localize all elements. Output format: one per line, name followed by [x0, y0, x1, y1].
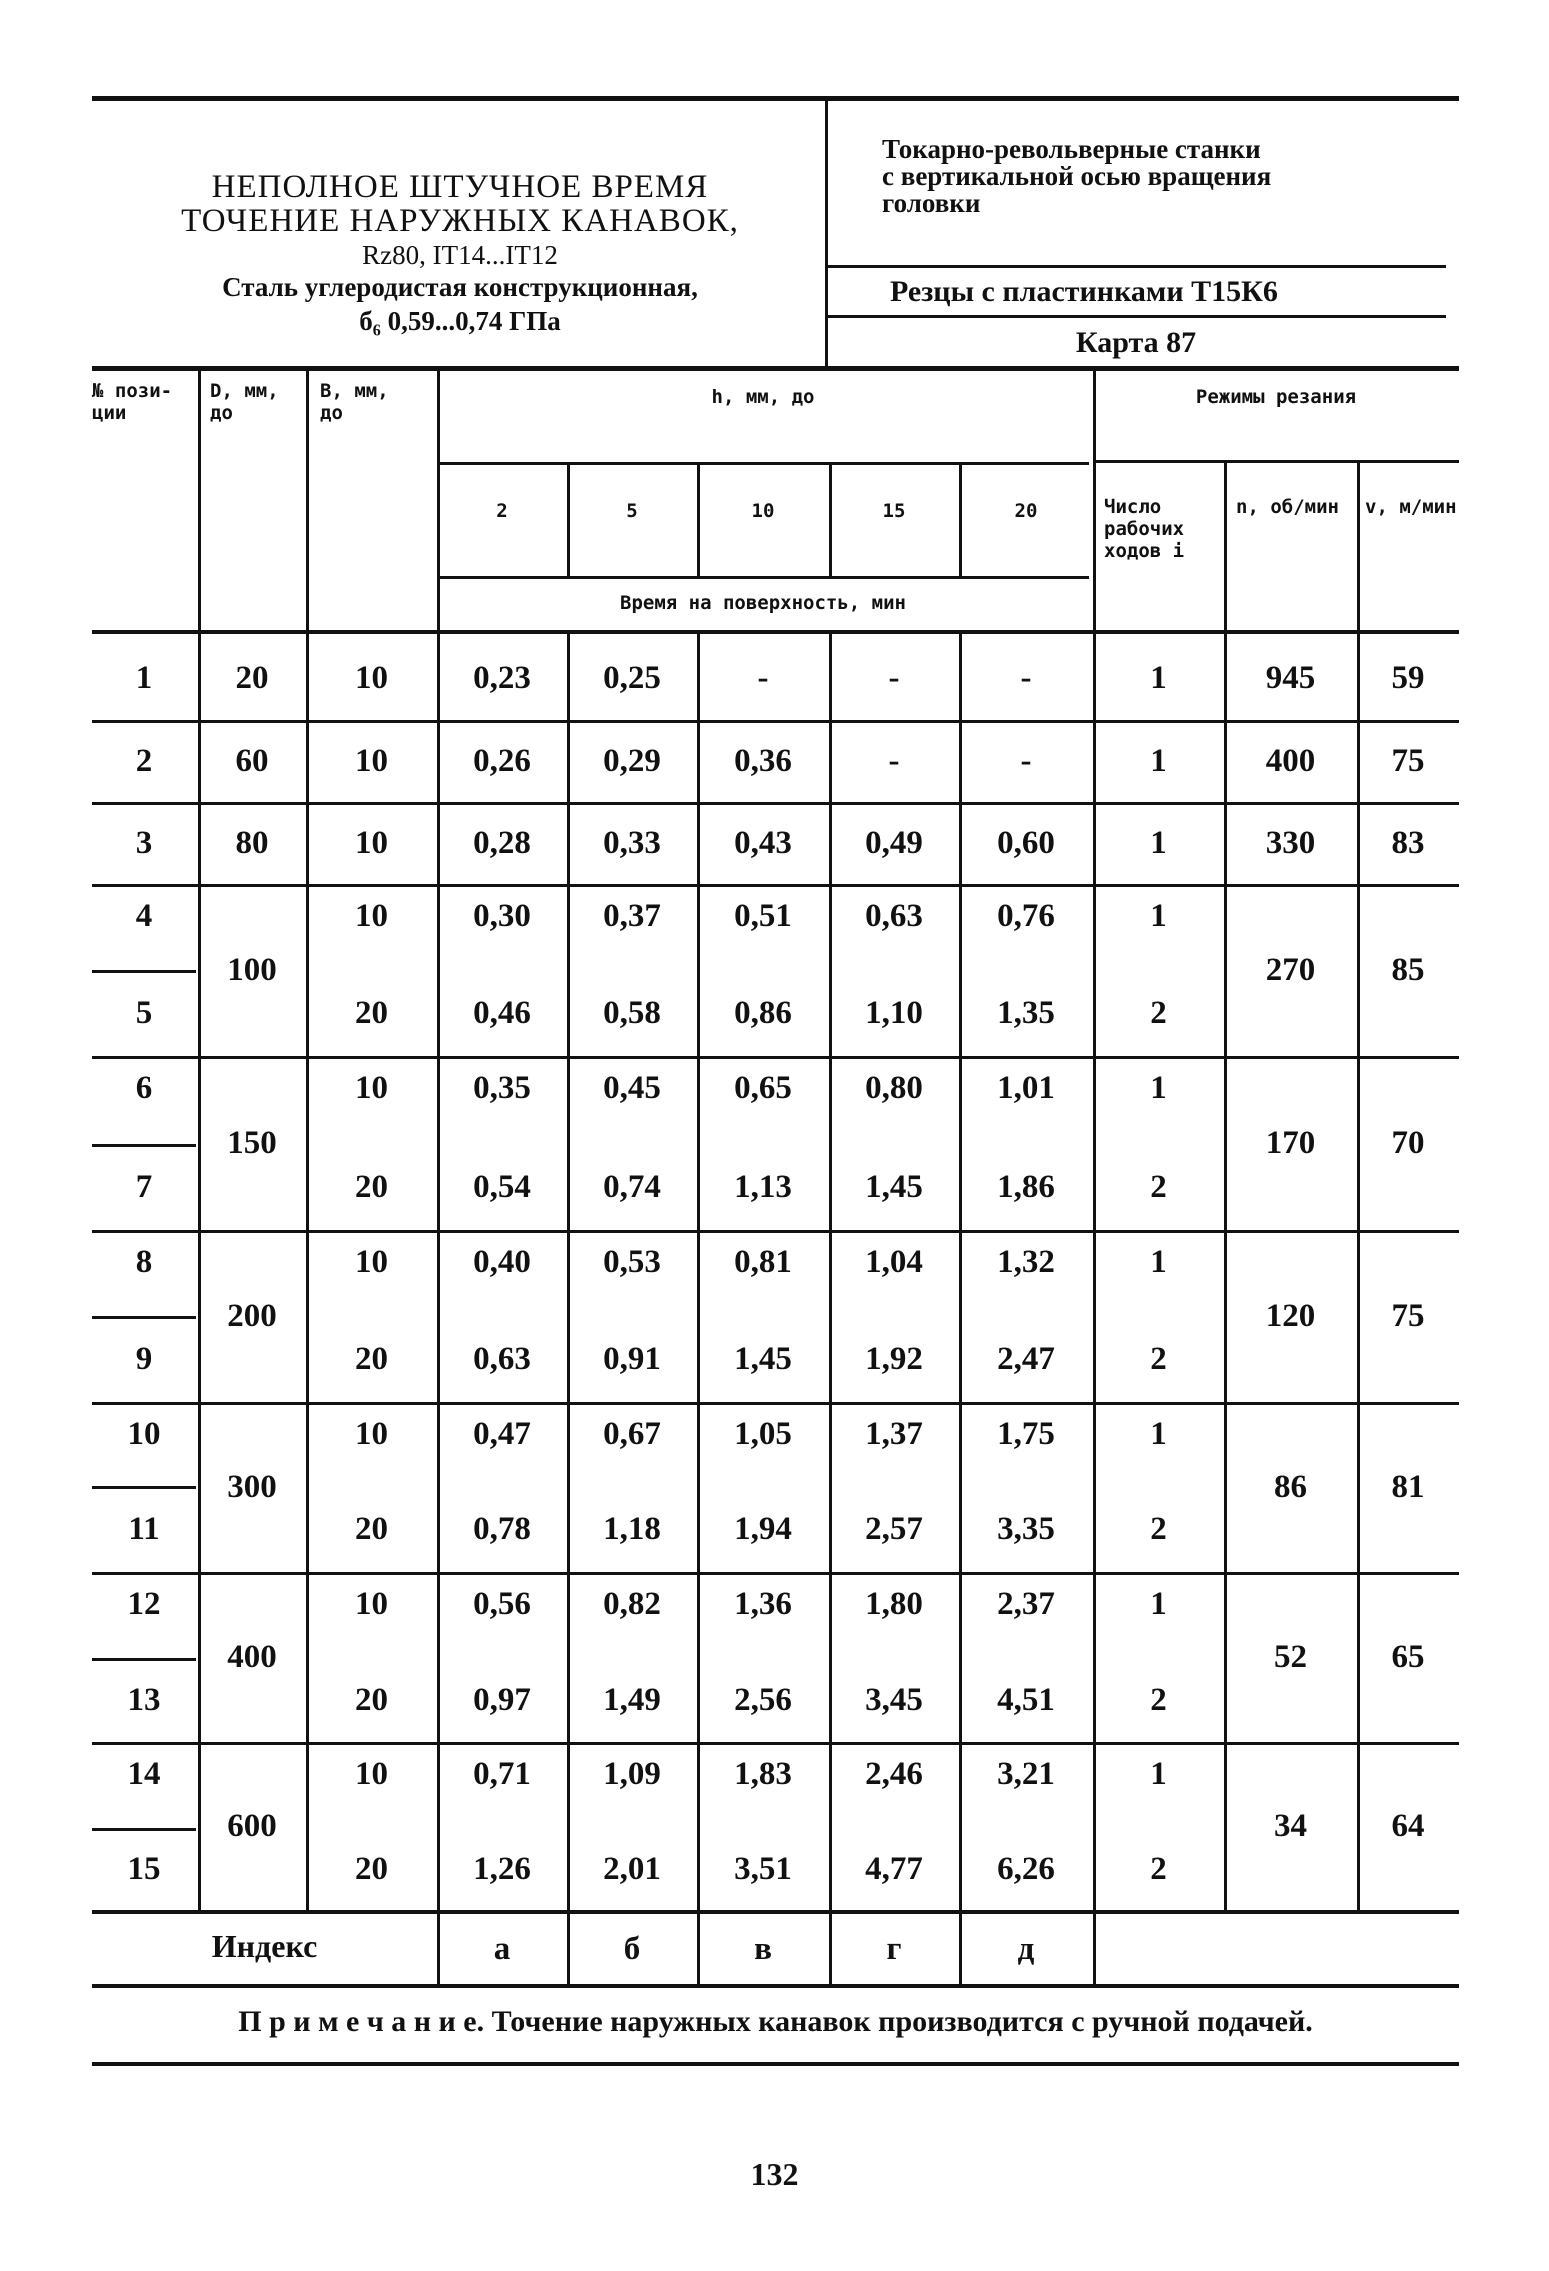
passes-row-6: 1: [1150, 1070, 1167, 1106]
time-row-12-h15: 1,80: [865, 1586, 923, 1622]
diameter-100: 100: [227, 951, 277, 988]
time-row-3-h5: 0,33: [603, 824, 661, 861]
width-row-4: 10: [355, 898, 388, 934]
title-line-3: Rz80, IT14...IT12: [362, 240, 558, 270]
diameter-150: 150: [227, 1124, 277, 1161]
b-col-header: B, мм, до: [320, 380, 389, 424]
passes-row-15: 2: [1150, 1850, 1167, 1887]
h-value-20: 20: [1014, 500, 1038, 522]
width-row-5: 20: [355, 994, 388, 1031]
time-row-9-h2: 0,63: [473, 1340, 531, 1377]
pos-6: 6: [135, 1070, 153, 1106]
rpm-270: 270: [1265, 951, 1316, 988]
header-bottom-rule: [92, 630, 1459, 634]
diameter-300: 300: [227, 1468, 277, 1505]
time-row-14-h10: 1,83: [734, 1756, 792, 1792]
speed-81: 81: [1391, 1468, 1425, 1505]
h-subheader-rule: [437, 462, 1089, 465]
pos-1: 1: [135, 659, 153, 696]
time-row-11-h5: 1,18: [603, 1510, 661, 1547]
pos-7: 7: [135, 1168, 153, 1205]
time-row-4-h2: 0,30: [473, 898, 531, 934]
time-row-6-h15: 0,80: [865, 1070, 923, 1106]
index-label: Индекс: [211, 1927, 318, 1964]
card-number: Карта 87: [1075, 326, 1197, 359]
time-row-8-h15: 1,04: [865, 1244, 923, 1280]
note-text: Точение наружных канавок производится с ручной подачей.: [491, 2005, 1313, 2038]
passes-row-7: 2: [1150, 1168, 1167, 1205]
time-row-15-h2: 1,26: [473, 1850, 531, 1887]
time-row-4-h10: 0,51: [734, 898, 792, 934]
b-col-line-header: [306, 370, 309, 632]
time-row-10-h15: 1,37: [865, 1416, 923, 1452]
rpm-170: 170: [1265, 1124, 1316, 1161]
rpm-86: 86: [1274, 1468, 1307, 1505]
speed-85: 85: [1391, 951, 1425, 988]
time-row-8-h2: 0,40: [473, 1244, 531, 1280]
material-spec: [140, 270, 780, 338]
rpm-34: 34: [1274, 1807, 1307, 1844]
passes-header: Число рабочих ходов i: [1104, 496, 1185, 562]
time-row-11-h2: 0,78: [473, 1510, 531, 1547]
passes-row-13: 2: [1150, 1681, 1167, 1718]
pos-8: 8: [135, 1244, 153, 1280]
time-row-11-h10: 1,94: [734, 1510, 792, 1547]
index-б: б: [623, 1930, 641, 1967]
d-col-header: D, мм, до: [210, 380, 279, 424]
material-line-1: Сталь углеродистая конструкционная,: [222, 272, 698, 302]
time-row-15-h20: 6,26: [997, 1850, 1055, 1887]
pos-2: 2: [135, 742, 153, 779]
time-row-6-h10: 0,65: [734, 1070, 792, 1106]
rpm-52: 52: [1274, 1638, 1307, 1675]
time-row-1-h5: 0,25: [603, 659, 661, 696]
passes-row-5: 2: [1150, 994, 1167, 1031]
speed-59: 59: [1391, 659, 1425, 696]
diameter-200: 200: [227, 1297, 277, 1334]
width-row-14: 10: [355, 1756, 388, 1792]
time-row-15-h5: 2,01: [603, 1850, 661, 1887]
time-row-9-h5: 0,91: [603, 1340, 661, 1377]
time-row-6-h2: 0,35: [473, 1070, 531, 1106]
time-row-5-h10: 0,86: [734, 994, 792, 1031]
modes-subheader-rule: [1093, 460, 1459, 463]
time-row-1-h2: 0,23: [473, 659, 531, 696]
pos-3: 3: [135, 824, 153, 861]
time-row-15-h10: 3,51: [734, 1850, 792, 1887]
h-value-2: 2: [496, 500, 508, 522]
time-row-8-h20: 1,32: [997, 1244, 1055, 1280]
time-row-3-h10: 0,43: [734, 824, 792, 861]
material-line-2: б₆ 0,59...0,74 ГПа: [359, 306, 561, 336]
top-rule: [92, 96, 1459, 101]
n-header: n, об/мин: [1236, 496, 1339, 518]
time-row-2-h15: -: [888, 742, 900, 779]
time-row-12-h20: 2,37: [997, 1586, 1055, 1622]
time-row-5-h20: 1,35: [997, 994, 1055, 1031]
machine-line-1: Токарно-револьверные станки: [882, 134, 1261, 164]
time-row-7-h5: 0,74: [603, 1168, 661, 1205]
time-row-15-h15: 4,77: [865, 1850, 923, 1887]
diameter-400: 400: [227, 1638, 277, 1675]
speed-75: 75: [1391, 1297, 1425, 1334]
v-header: v, м/мин: [1365, 496, 1457, 518]
time-row-14-h5: 1,09: [603, 1756, 661, 1792]
passes-row-4: 1: [1150, 898, 1167, 934]
time-row-9-h10: 1,45: [734, 1340, 792, 1377]
time-row-13-h5: 1,49: [603, 1681, 661, 1718]
machine-rule: [826, 265, 1446, 268]
pos-4: 4: [135, 898, 153, 934]
rpm-120: 120: [1265, 1297, 1316, 1334]
time-row-4-h15: 0,63: [865, 898, 923, 934]
speed-75: 75: [1391, 742, 1425, 779]
passes-row-1: 1: [1150, 659, 1167, 696]
speed-83: 83: [1391, 824, 1425, 861]
table-top-rule: [92, 366, 1459, 371]
time-row-10-h5: 0,67: [603, 1416, 661, 1452]
machine-type: [882, 136, 1422, 217]
time-row-6-h20: 1,01: [997, 1070, 1055, 1106]
time-row-5-h15: 1,10: [865, 994, 923, 1031]
v-col-line-header: [1357, 462, 1360, 632]
time-row-9-h20: 2,47: [997, 1340, 1055, 1377]
time-row-12-h10: 1,36: [734, 1586, 792, 1622]
h-col-header: h, мм, до: [711, 386, 815, 408]
title-line-1: НЕПОЛНОЕ ШТУЧНОЕ ВРЕМЯ: [211, 169, 709, 205]
time-row-1-h10: -: [757, 659, 769, 696]
width-row-7: 20: [355, 1168, 388, 1205]
time-row-2-h5: 0,29: [603, 742, 661, 779]
passes-row-12: 1: [1150, 1586, 1167, 1622]
rpm-330: 330: [1265, 824, 1316, 861]
width-row-12: 10: [355, 1586, 388, 1622]
passes-row-14: 1: [1150, 1756, 1167, 1792]
pos-11: 11: [128, 1510, 160, 1547]
diameter-20: 20: [235, 659, 269, 696]
width-row-3: 10: [355, 824, 388, 861]
time-row-7-h20: 1,86: [997, 1168, 1055, 1205]
tools-label: Резцы с пластинками Т15К6: [890, 275, 1278, 308]
note-prefix: П р и м е ч а н и е.: [238, 2005, 485, 2038]
machine-line-2: с вертикальной осью вращения: [882, 161, 1272, 191]
index-bottom-rule: [92, 1984, 1459, 1988]
time-row-7-h10: 1,13: [734, 1168, 792, 1205]
time-row-11-h20: 3,35: [997, 1510, 1055, 1547]
time-row-14-h15: 2,46: [865, 1756, 923, 1792]
time-row-14-h20: 3,21: [997, 1756, 1055, 1792]
rpm-945: 945: [1265, 659, 1316, 696]
pos-15: 15: [127, 1850, 161, 1887]
time-row-4-h20: 0,76: [997, 898, 1055, 934]
speed-65: 65: [1391, 1638, 1425, 1675]
time-row-11-h15: 2,57: [865, 1510, 923, 1547]
index-в: в: [754, 1930, 772, 1967]
page-number: 132: [750, 2156, 799, 2192]
time-row-8-h5: 0,53: [603, 1244, 661, 1280]
width-row-1: 10: [355, 659, 388, 696]
time-row-13-h2: 0,97: [473, 1681, 531, 1718]
index-г: г: [886, 1930, 902, 1967]
speed-64: 64: [1391, 1807, 1425, 1844]
speed-70: 70: [1391, 1124, 1425, 1161]
time-row-13-h10: 2,56: [734, 1681, 792, 1718]
pos-col-header: № пози- ции: [92, 380, 173, 424]
passes-row-9: 2: [1150, 1340, 1167, 1377]
time-row-6-h5: 0,45: [603, 1070, 661, 1106]
time-row-10-h2: 0,47: [473, 1416, 531, 1452]
tools-rule: [826, 315, 1446, 318]
time-row-7-h2: 0,54: [473, 1168, 531, 1205]
time-row-1-h20: -: [1020, 659, 1032, 696]
time-row-12-h5: 0,82: [603, 1586, 661, 1622]
time-subheader-rule: [437, 576, 1089, 579]
width-row-9: 20: [355, 1340, 388, 1377]
time-row-13-h15: 3,45: [865, 1681, 923, 1718]
time-row-14-h2: 0,71: [473, 1756, 531, 1792]
pos-5: 5: [135, 994, 153, 1031]
passes-row-2: 1: [1150, 742, 1167, 779]
index-а: а: [493, 1930, 511, 1967]
width-row-13: 20: [355, 1681, 388, 1718]
time-row-8-h10: 0,81: [734, 1244, 792, 1280]
h-value-10: 10: [751, 500, 775, 522]
time-row-12-h2: 0,56: [473, 1586, 531, 1622]
note-bottom-rule: [92, 2062, 1459, 2066]
modes-header: Режимы резания: [1195, 386, 1357, 408]
note: [92, 2005, 1459, 2039]
time-header: Время на поверхность, мин: [620, 592, 906, 614]
width-row-15: 20: [355, 1850, 388, 1887]
index-д: д: [1017, 1930, 1035, 1967]
time-row-3-h15: 0,49: [865, 824, 923, 861]
width-row-10: 10: [355, 1416, 388, 1452]
time-row-3-h2: 0,28: [473, 824, 531, 861]
time-row-1-h15: -: [888, 659, 900, 696]
h-value-5: 5: [626, 500, 638, 522]
pos-14: 14: [127, 1756, 161, 1792]
width-row-2: 10: [355, 742, 388, 779]
time-row-9-h15: 1,92: [865, 1340, 923, 1377]
time-row-5-h5: 0,58: [603, 994, 661, 1031]
time-row-2-h2: 0,26: [473, 742, 531, 779]
title-line-2: ТОЧЕНИЕ НАРУЖНЫХ КАНАВОК,: [181, 203, 739, 239]
time-row-7-h15: 1,45: [865, 1168, 923, 1205]
width-row-8: 10: [355, 1244, 388, 1280]
width-row-11: 20: [355, 1510, 388, 1547]
page-title: [140, 170, 780, 272]
machine-line-3: головки: [882, 188, 981, 218]
pos-13: 13: [127, 1681, 161, 1718]
width-row-6: 10: [355, 1070, 388, 1106]
passes-row-3: 1: [1150, 824, 1167, 861]
diameter-600: 600: [227, 1807, 277, 1844]
h-value-15: 15: [882, 500, 906, 522]
pos-12: 12: [127, 1586, 161, 1622]
diameter-80: 80: [235, 824, 269, 861]
time-row-4-h5: 0,37: [603, 898, 661, 934]
pos-10: 10: [127, 1416, 161, 1452]
rpm-400: 400: [1265, 742, 1316, 779]
n-col-line-header: [1224, 462, 1227, 632]
time-row-10-h10: 1,05: [734, 1416, 792, 1452]
time-row-2-h10: 0,36: [734, 742, 792, 779]
passes-row-8: 1: [1150, 1244, 1167, 1280]
time-row-2-h20: -: [1020, 742, 1032, 779]
d-col-line-header: [198, 370, 201, 632]
time-row-5-h2: 0,46: [473, 994, 531, 1031]
pos-9: 9: [135, 1340, 153, 1377]
time-row-13-h20: 4,51: [997, 1681, 1055, 1718]
time-row-10-h20: 1,75: [997, 1416, 1055, 1452]
diameter-60: 60: [235, 742, 269, 779]
time-row-3-h20: 0,60: [997, 824, 1055, 861]
passes-row-10: 1: [1150, 1416, 1167, 1452]
modes-col-line-header: [1093, 370, 1096, 632]
passes-row-11: 2: [1150, 1510, 1167, 1547]
